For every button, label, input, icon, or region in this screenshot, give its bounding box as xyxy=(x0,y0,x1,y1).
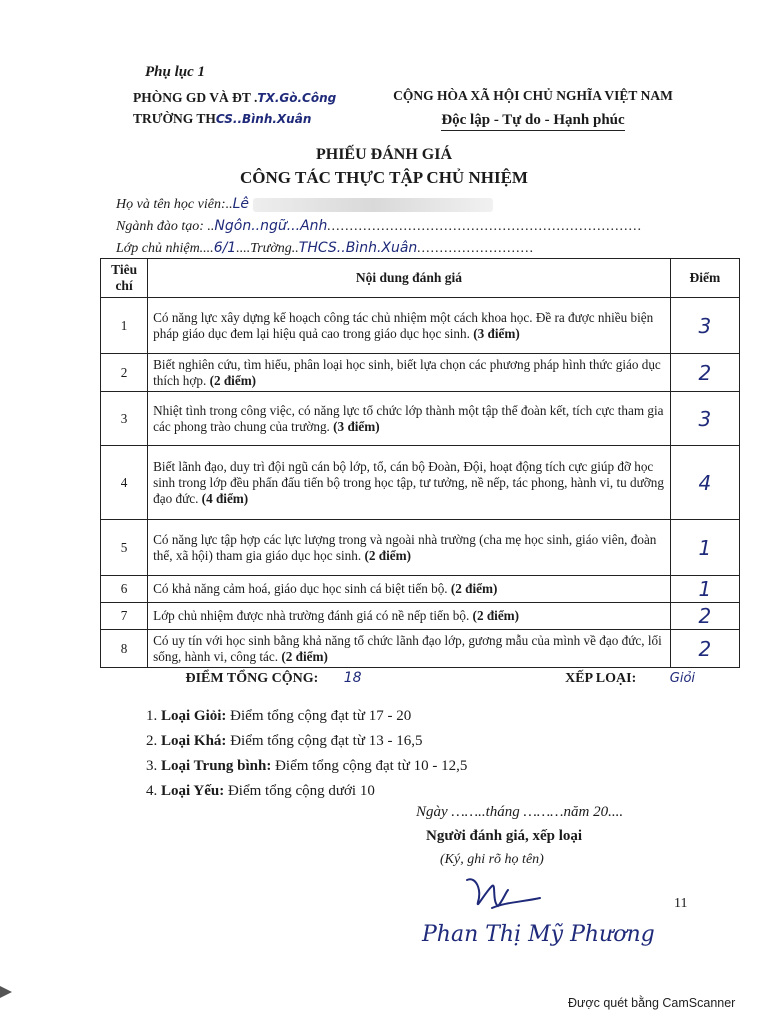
total-cell xyxy=(101,668,740,689)
student-name-handwritten: Lê xyxy=(232,196,250,212)
criteria-score: 4 xyxy=(670,446,739,520)
criteria-score: 2 xyxy=(670,630,739,668)
legend-number: 1. xyxy=(146,708,158,724)
school-line xyxy=(133,111,336,127)
criteria-score: 3 xyxy=(670,392,739,446)
legend-number: 2. xyxy=(146,733,158,749)
criteria-content xyxy=(148,603,671,630)
criteria-points: (4 điểm) xyxy=(201,490,249,506)
rank-legend xyxy=(146,704,467,804)
legend-label: Loại Yếu: xyxy=(161,783,225,799)
signer-name: Phan Thị Mỹ Phương xyxy=(422,922,655,947)
rank-value: Giỏi xyxy=(669,671,696,686)
table-row xyxy=(101,576,740,603)
criteria-content xyxy=(148,576,671,603)
form-title: PHIẾU ĐÁNH GIÁ xyxy=(315,146,452,163)
table-row xyxy=(101,392,740,446)
criteria-number: 8 xyxy=(101,630,148,668)
content-header: Nội dung đánh giá xyxy=(148,259,671,298)
table-row xyxy=(101,520,740,576)
form-subtitle: CÔNG TÁC THỰC TẬP CHỦ NHIỆM xyxy=(240,168,528,187)
legend-text: Điểm tổng cộng dưới 10 xyxy=(227,783,375,799)
appendix-label: Phụ lục 1 xyxy=(145,64,206,80)
criteria-number: 7 xyxy=(101,603,148,630)
national-motto: Độc lập - Tự do - Hạnh phúc xyxy=(441,112,624,131)
criteria-text: Biết nghiên cứu, tìm hiểu, phân loại học sinh, biết lựa chọn các phương pháp hình thức giáo dục thích hợp. xyxy=(153,356,661,388)
department-header xyxy=(133,90,336,132)
legend-item xyxy=(146,779,467,804)
class-school-handwritten: THCS..Bình.Xuân xyxy=(298,240,418,256)
criteria-text: Lớp chủ nhiệm được nhà trường đánh giá có nề nếp tiến bộ. xyxy=(153,608,470,623)
redacted-name-area xyxy=(253,198,493,212)
table-row xyxy=(101,446,740,520)
criteria-content xyxy=(148,520,671,576)
criteria-content xyxy=(148,446,671,520)
criteria-header: Tiêu chí xyxy=(101,259,148,298)
rank-label: XẾP LOẠI: xyxy=(565,671,637,686)
class-school-label: ....Trường.. xyxy=(236,241,299,256)
criteria-text: Có năng lực xây dựng kế hoạch công tác chủ nhiệm một cách khoa học. Đề ra được nhiều biện pháp giáo dục đem lại hiệu quả cao trong giáo dục học sinh. xyxy=(153,309,654,341)
class-handwritten: 6/1 xyxy=(213,240,237,256)
page-number: 11 xyxy=(674,896,688,911)
class-line xyxy=(116,240,534,257)
major-dots: ...................................................................... xyxy=(327,219,643,234)
legend-label: Loại Trung bình: xyxy=(161,758,272,774)
criteria-number: 5 xyxy=(101,520,148,576)
student-name-line xyxy=(116,196,493,213)
total-value: 18 xyxy=(343,670,362,686)
criteria-number: 6 xyxy=(101,576,148,603)
criteria-text: Có khả năng cảm hoá, giáo dục học sinh cá biệt tiến bộ. xyxy=(153,581,448,596)
department-handwritten: TX.Gò.Công xyxy=(257,91,337,105)
signer-title: Người đánh giá, xếp loại xyxy=(426,828,583,844)
department-prefix: PHÒNG GD VÀ ĐT . xyxy=(133,90,258,105)
criteria-number: 2 xyxy=(101,354,148,392)
republic-name: CỘNG HÒA XÃ HỘI CHỦ NGHĨA VIỆT NAM xyxy=(393,88,673,103)
criteria-content xyxy=(148,392,671,446)
criteria-score: 3 xyxy=(670,298,739,354)
criteria-number: 4 xyxy=(101,446,148,520)
signature-date: Ngày ……..tháng ………năm 20.... xyxy=(416,804,624,820)
criteria-content xyxy=(148,298,671,354)
republic-header xyxy=(368,88,698,131)
major-line xyxy=(116,218,642,235)
criteria-text: Có uy tín với học sinh bằng khả năng tổ chức lãnh đạo lớp, gương mẫu của mình về đạo đức, lối sống, hành vi, công tác. xyxy=(153,632,662,664)
criteria-text: Biết lãnh đạo, duy trì đội ngũ cán bộ lớp, tổ, cán bộ Đoàn, Đội, hoạt động tích cực giúp đỡ học sinh trong lớp đều phấn đấu tiến bộ trong học tập, tư tưởng, nề nếp, tác phong, hành vi, tu dưỡng đạo đức. xyxy=(153,458,664,506)
major-handwritten: Ngôn..ngữ...Anh xyxy=(214,218,328,234)
legend-text: Điểm tổng cộng đạt từ 17 - 20 xyxy=(230,708,412,724)
criteria-points: (2 điểm) xyxy=(364,547,411,563)
school-handwritten: CS..Bình.Xuân xyxy=(215,112,312,126)
table-header-row xyxy=(101,259,740,298)
table-row xyxy=(101,630,740,668)
major-label: Ngành đào tạo: .. xyxy=(116,219,215,234)
criteria-score: 1 xyxy=(670,520,739,576)
criteria-content xyxy=(148,354,671,392)
legend-item xyxy=(146,704,467,729)
evaluation-table xyxy=(100,258,740,688)
scanner-footer: Được quét bằng CamScanner xyxy=(568,996,736,1010)
class-label: Lớp chủ nhiệm.... xyxy=(116,241,214,256)
criteria-points: (2 điểm) xyxy=(450,581,498,596)
criteria-number: 1 xyxy=(101,298,148,354)
school-prefix: TRƯỜNG TH xyxy=(133,111,216,126)
signer-note: (Ký, ghi rõ họ tên) xyxy=(440,852,544,867)
criteria-points: (3 điểm) xyxy=(333,418,380,434)
class-school-dots: .......................... xyxy=(417,241,535,256)
criteria-text: Nhiệt tình trong công việc, có năng lực tổ chức lớp thành một tập thể đoàn kết, tích cực tham gia các phong trào chung của trường. xyxy=(153,402,664,434)
department-line xyxy=(133,90,336,106)
signature-mark xyxy=(462,872,552,918)
legend-label: Loại Khá: xyxy=(161,733,227,749)
student-name-label: Họ và tên học viên:.. xyxy=(116,197,233,212)
table-row xyxy=(101,603,740,630)
score-header: Điểm xyxy=(670,259,739,298)
criteria-text: Có năng lực tập hợp các lực lượng trong và ngoài nhà trường (cha mẹ học sinh, giáo viên, đoàn thể, xã hội) tham gia giáo dục học sinh. xyxy=(153,531,657,563)
criteria-number: 3 xyxy=(101,392,148,446)
total-row xyxy=(101,668,740,689)
criteria-points: (2 điểm) xyxy=(209,372,257,388)
legend-text: Điểm tổng cộng đạt từ 13 - 16,5 xyxy=(230,733,423,749)
total-label: ĐIỂM TỔNG CỘNG: xyxy=(185,671,319,686)
scan-corner-mark xyxy=(0,986,12,998)
legend-number: 4. xyxy=(146,783,158,799)
criteria-score: 1 xyxy=(670,576,739,603)
legend-label: Loại Giỏi: xyxy=(161,708,227,724)
criteria-points: (3 điểm) xyxy=(473,325,520,341)
legend-item xyxy=(146,729,467,754)
table-row xyxy=(101,298,740,354)
criteria-points: (2 điểm) xyxy=(472,608,520,623)
criteria-score: 2 xyxy=(670,354,739,392)
criteria-score: 2 xyxy=(670,603,739,630)
criteria-content xyxy=(148,630,671,668)
table-row xyxy=(101,354,740,392)
criteria-points: (2 điểm) xyxy=(281,648,328,664)
legend-text: Điểm tổng cộng đạt từ 10 - 12,5 xyxy=(275,758,468,774)
legend-number: 3. xyxy=(146,758,158,774)
legend-item xyxy=(146,754,467,779)
